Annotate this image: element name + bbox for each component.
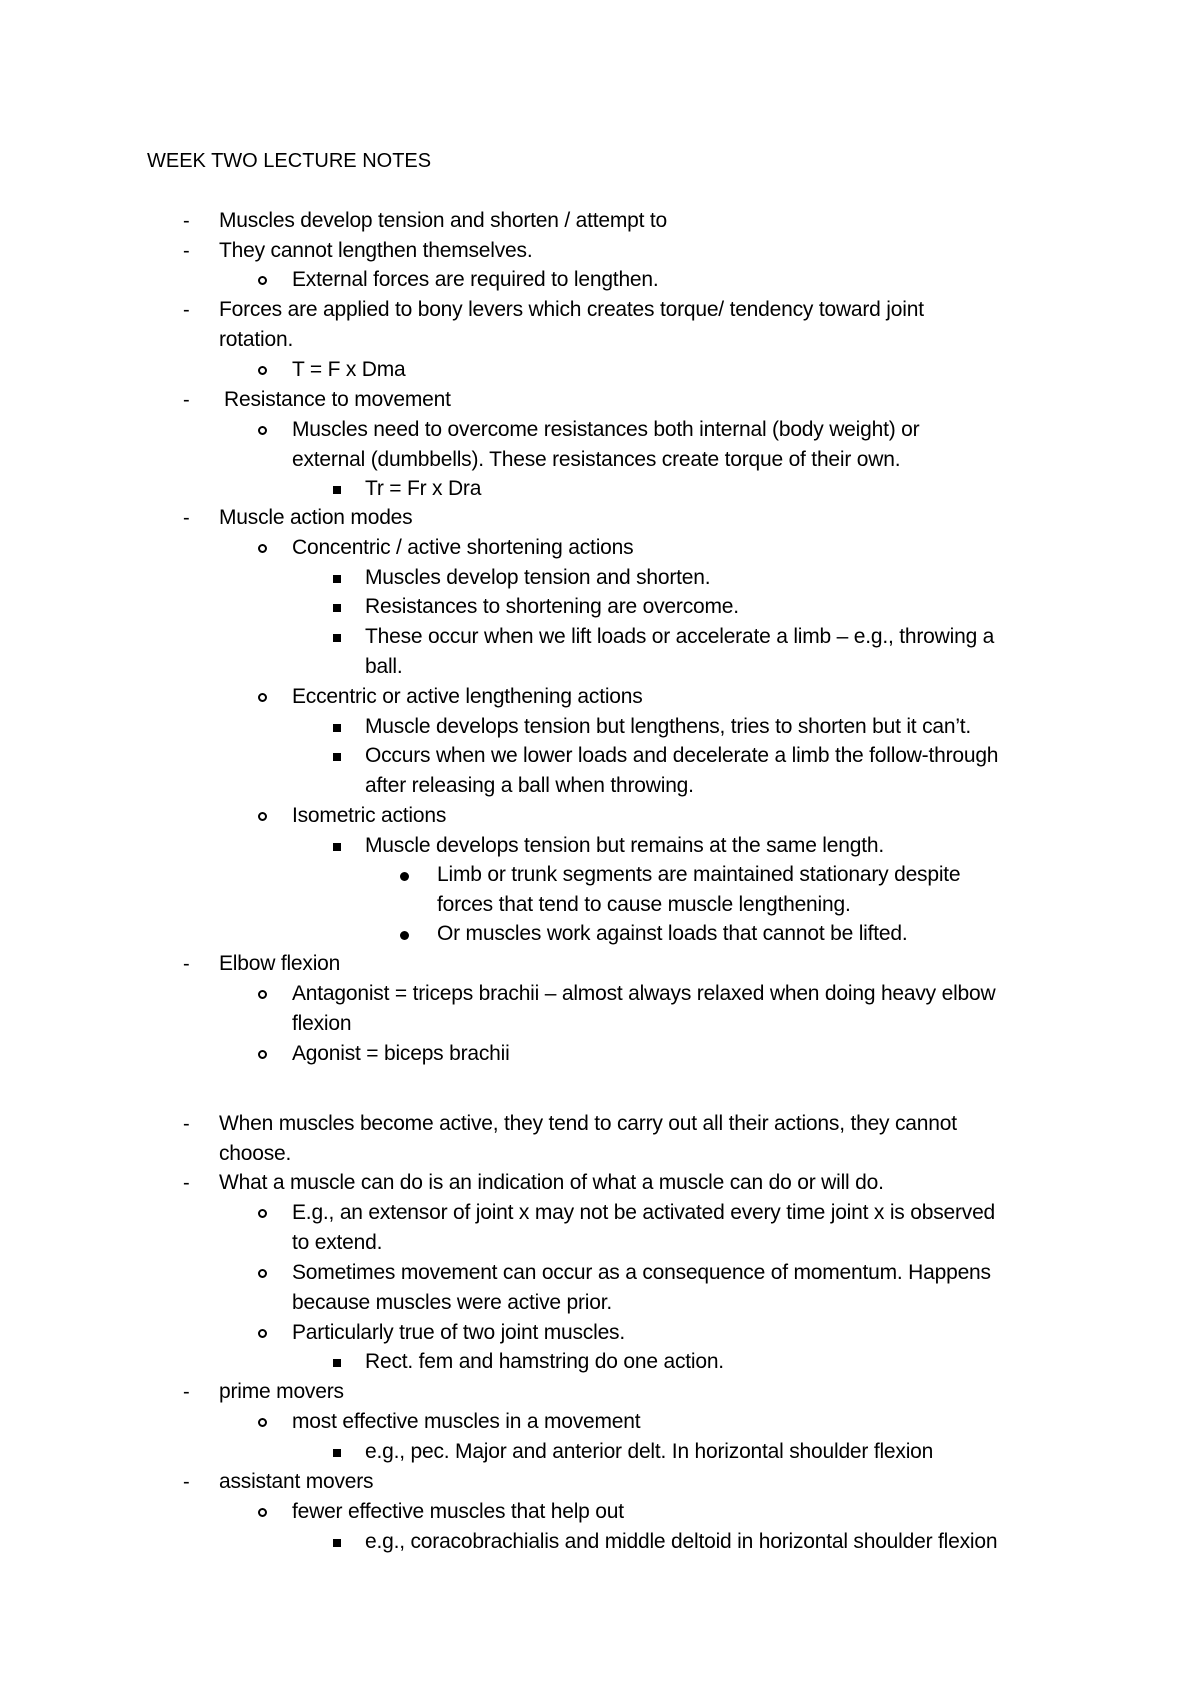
list-item: Tr = Fr x Dra — [365, 477, 482, 500]
list-item: Or muscles work against loads that cannot be lifted. — [437, 922, 908, 945]
square-bullet — [333, 1449, 341, 1457]
dash-bullet: - — [183, 1172, 190, 1194]
square-bullet — [333, 634, 341, 642]
list-item: Muscle develops tension but lengthens, tries to shorten but it can’t. — [365, 715, 972, 738]
circle-bullet — [258, 276, 267, 285]
square-bullet — [333, 753, 341, 761]
dash-bullet: - — [183, 1381, 190, 1403]
circle-bullet — [258, 812, 267, 821]
list-item: assistant movers — [219, 1470, 374, 1493]
dash-bullet: - — [183, 299, 190, 321]
dot-bullet — [400, 931, 409, 940]
list-item: Muscle action modes — [219, 506, 413, 529]
list-item: These occur when we lift loads or accelerate a limb – e.g., throwing a — [365, 625, 995, 648]
circle-bullet — [258, 544, 267, 553]
list-item: Isometric actions — [292, 804, 447, 827]
dash-bullet: - — [183, 210, 190, 232]
list-item: Forces are applied to bony levers which creates torque/ tendency toward joint — [219, 298, 924, 321]
list-item: fewer effective muscles that help out — [292, 1500, 624, 1523]
list-item: What a muscle can do is an indication of what a muscle can do or will do. — [219, 1171, 884, 1194]
circle-bullet — [258, 366, 267, 375]
list-item: Muscles develop tension and shorten. — [365, 566, 711, 589]
list-item: Resistance to movement — [224, 388, 451, 411]
list-item: E.g., an extensor of joint x may not be activated every time joint x is observed — [292, 1201, 996, 1224]
dash-bullet: - — [183, 389, 190, 411]
list-item: T = F x Dma — [292, 358, 406, 381]
list-item: Muscles need to overcome resistances both internal (body weight) or — [292, 418, 920, 441]
dot-bullet — [400, 872, 409, 881]
square-bullet — [333, 843, 341, 851]
circle-bullet — [258, 693, 267, 702]
dash-bullet: - — [183, 240, 190, 262]
list-item-continuation: ball. — [365, 655, 403, 678]
list-item-continuation: choose. — [219, 1142, 292, 1165]
list-item: most effective muscles in a movement — [292, 1410, 641, 1433]
dash-bullet: - — [183, 507, 190, 529]
square-bullet — [333, 1539, 341, 1547]
list-item-continuation: after releasing a ball when throwing. — [365, 774, 694, 797]
circle-bullet — [258, 1418, 267, 1427]
list-item: When muscles become active, they tend to carry out all their actions, they cannot — [219, 1112, 957, 1135]
circle-bullet — [258, 1329, 267, 1338]
list-item: Rect. fem and hamstring do one action. — [365, 1350, 724, 1373]
square-bullet — [333, 604, 341, 612]
list-item: prime movers — [219, 1380, 344, 1403]
list-item-continuation: because muscles were active prior. — [292, 1291, 613, 1314]
dash-bullet: - — [183, 1113, 190, 1135]
list-item-continuation: forces that tend to cause muscle lengthening. — [437, 893, 851, 916]
list-item-continuation: flexion — [292, 1012, 352, 1035]
square-bullet — [333, 724, 341, 732]
list-item: Occurs when we lower loads and decelerate a limb the follow-through — [365, 744, 999, 767]
list-item: Limb or trunk segments are maintained stationary despite — [437, 863, 961, 886]
square-bullet — [333, 1359, 341, 1367]
circle-bullet — [258, 1050, 267, 1059]
square-bullet — [333, 486, 341, 494]
list-item: e.g., pec. Major and anterior delt. In horizontal shoulder flexion — [365, 1440, 934, 1463]
list-item: Muscles develop tension and shorten / attempt to — [219, 209, 668, 232]
list-item: Elbow flexion — [219, 952, 341, 975]
dash-bullet: - — [183, 1471, 190, 1493]
circle-bullet — [258, 426, 267, 435]
circle-bullet — [258, 1508, 267, 1517]
dash-bullet: - — [183, 953, 190, 975]
list-item: They cannot lengthen themselves. — [219, 239, 533, 262]
list-item: Eccentric or active lengthening actions — [292, 685, 643, 708]
list-item: Concentric / active shortening actions — [292, 536, 634, 559]
list-item: Antagonist = triceps brachii – almost always relaxed when doing heavy elbow — [292, 982, 996, 1005]
list-item: External forces are required to lengthen. — [292, 268, 659, 291]
page-title: WEEK TWO LECTURE NOTES — [147, 150, 432, 172]
list-item: Resistances to shortening are overcome. — [365, 595, 739, 618]
list-item: Muscle develops tension but remains at the same length. — [365, 834, 884, 857]
circle-bullet — [258, 1269, 267, 1278]
circle-bullet — [258, 990, 267, 999]
list-item-continuation: external (dumbbells). These resistances create torque of their own. — [292, 448, 901, 471]
list-item-continuation: rotation. — [219, 328, 294, 351]
square-bullet — [333, 575, 341, 583]
list-item: e.g., coracobrachialis and middle deltoid in horizontal shoulder flexion — [365, 1530, 998, 1553]
list-item: Particularly true of two joint muscles. — [292, 1321, 625, 1344]
list-item: Sometimes movement can occur as a consequence of momentum. Happens — [292, 1261, 991, 1284]
list-item-continuation: to extend. — [292, 1231, 383, 1254]
list-item: Agonist = biceps brachii — [292, 1042, 510, 1065]
circle-bullet — [258, 1209, 267, 1218]
